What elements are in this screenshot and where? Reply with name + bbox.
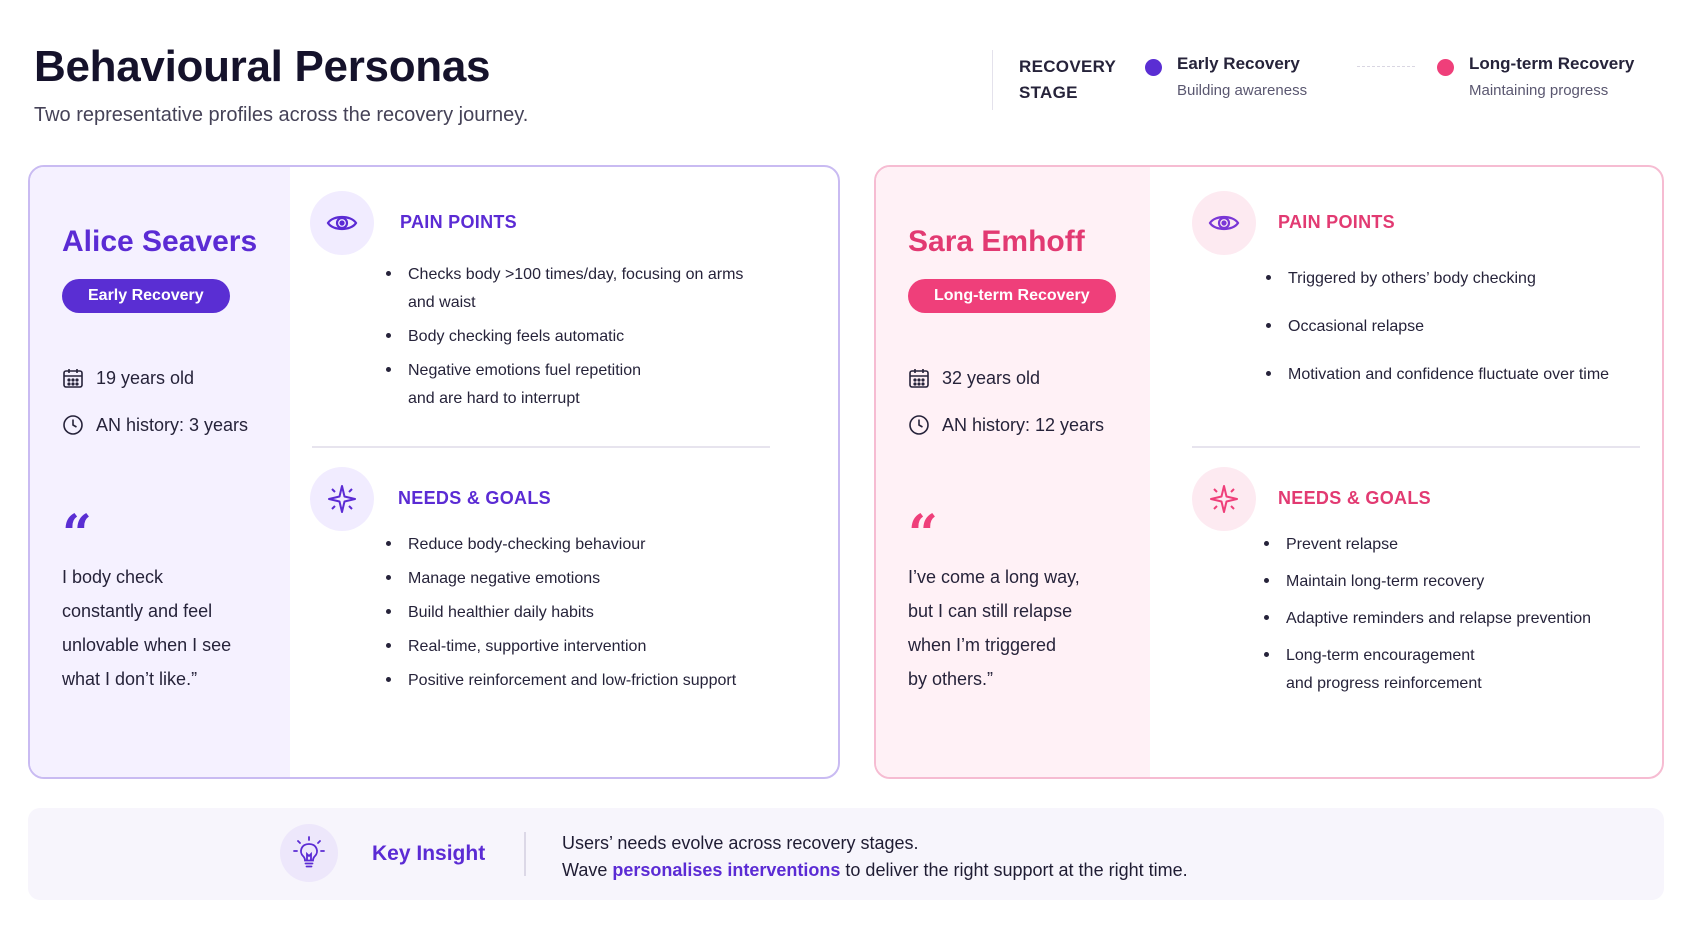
insight-text-part: Wave [562,860,613,880]
list-item-text: Negative emotions fuel repetition [408,362,642,379]
insight-text [562,830,1188,884]
legend-item-name: Early Recovery [1177,54,1300,73]
list-item [386,357,743,413]
list-item: Real-time, supportive intervention [386,633,736,660]
list-item: Manage negative emotions [386,565,736,592]
persona-quote [62,560,262,696]
quote-line: constantly and feel [62,601,213,621]
stage-badge: Early Recovery [62,279,230,313]
persona-profile-panel [30,167,290,777]
insight-line [562,857,1188,884]
list-item-text: Checks body >100 times/day, focusing on arms [408,266,744,283]
calendar-icon [62,367,84,389]
list-item-text: and are hard to interrupt [408,390,580,407]
early-recovery-dot-icon [1145,59,1162,76]
list-item: Occasional relapse [1266,313,1609,341]
quote-icon: “ [908,504,938,565]
list-item: Positive reinforcement and low-friction support [386,667,736,694]
pain-points-list [1266,265,1609,389]
legend-item-sub: Building awareness [1177,82,1308,99]
insight-line: Users’ needs evolve across recovery stages. [562,833,919,853]
insight-divider [524,832,526,876]
list-item [1264,568,1591,596]
quote-line: I’ve come a long way, [908,567,1080,587]
persona-history-text: AN history: 3 years [96,415,249,435]
list-item-text: Long-term encouragement [1286,647,1475,664]
long-term-recovery-dot-icon [1437,59,1454,76]
needs-goals-list [386,531,736,694]
clock-icon [908,414,930,436]
page-subtitle: Two representative profiles across the recovery journey. [34,104,529,126]
list-item-text: and progress reinforcement [1286,675,1482,692]
section-title: NEEDS & GOALS [398,488,551,508]
list-item-text: and waist [408,294,476,311]
section-title: PAIN POINTS [400,212,517,232]
persona-age-text: 19 years old [96,368,195,388]
quote-icon: “ [62,504,92,565]
calendar-icon [908,367,930,389]
needs-goals-list [1264,531,1591,698]
section-title: NEEDS & GOALS [1278,488,1431,508]
clock-icon [62,414,84,436]
sparkle-icon [310,467,374,531]
quote-line: by others.” [908,669,994,689]
quote-line: unlovable when I see [62,635,232,655]
page-title: Behavioural Personas [34,42,491,91]
list-item-text: Body checking feels automatic [408,328,625,345]
list-item [1264,642,1591,698]
persona-profile-panel [876,167,1150,777]
list-item [1264,605,1591,633]
persona-card-sara [874,165,1664,779]
legend-item-sub: Maintaining progress [1469,82,1609,99]
insight-highlight: personalises interventions [612,860,841,880]
recovery-stage-legend [992,50,1662,110]
pain-points-list [386,261,743,413]
quote-line: what I don’t like.” [62,669,198,689]
eye-icon [1192,191,1256,255]
persona-history-text: AN history: 12 years [942,415,1105,435]
legend-label-line2: STAGE [1019,83,1078,102]
insight-label: Key Insight [372,842,486,865]
quote-line: but I can still relapse [908,601,1073,621]
list-item: Reduce body-checking behaviour [386,531,736,558]
lightbulb-icon [280,824,338,882]
quote-line: I body check [62,567,164,587]
persona-card-alice [28,165,840,779]
persona-age-text: 32 years old [942,368,1041,388]
key-insight-banner [28,808,1664,900]
insight-text-part: to deliver the right support at the right time. [840,860,1188,880]
list-item [1264,531,1591,559]
list-item-text: Maintain long-term recovery [1286,573,1485,590]
list-item [386,323,743,351]
list-item: Motivation and confidence fluctuate over time [1266,361,1609,389]
list-item-text: Adaptive reminders and relapse prevention [1286,610,1592,627]
sparkle-icon [1192,467,1256,531]
persona-name: Alice Seavers [62,225,258,258]
list-item-text: Prevent relapse [1286,536,1399,553]
section-title: PAIN POINTS [1278,212,1395,232]
section-divider [1192,446,1640,448]
persona-name: Sara Emhoff [908,225,1085,258]
legend-label [1019,54,1116,106]
persona-quote [908,560,1118,696]
stage-badge: Long-term Recovery [908,279,1116,313]
list-item: Build healthier daily habits [386,599,736,626]
section-divider [312,446,770,448]
list-item [386,261,743,317]
quote-line: when I’m triggered [908,635,1057,655]
eye-icon [310,191,374,255]
legend-divider [1357,66,1415,67]
list-item: Triggered by others’ body checking [1266,265,1609,293]
legend-item-name: Long-term Recovery [1469,54,1635,73]
legend-label-line1: RECOVERY [1019,57,1117,76]
